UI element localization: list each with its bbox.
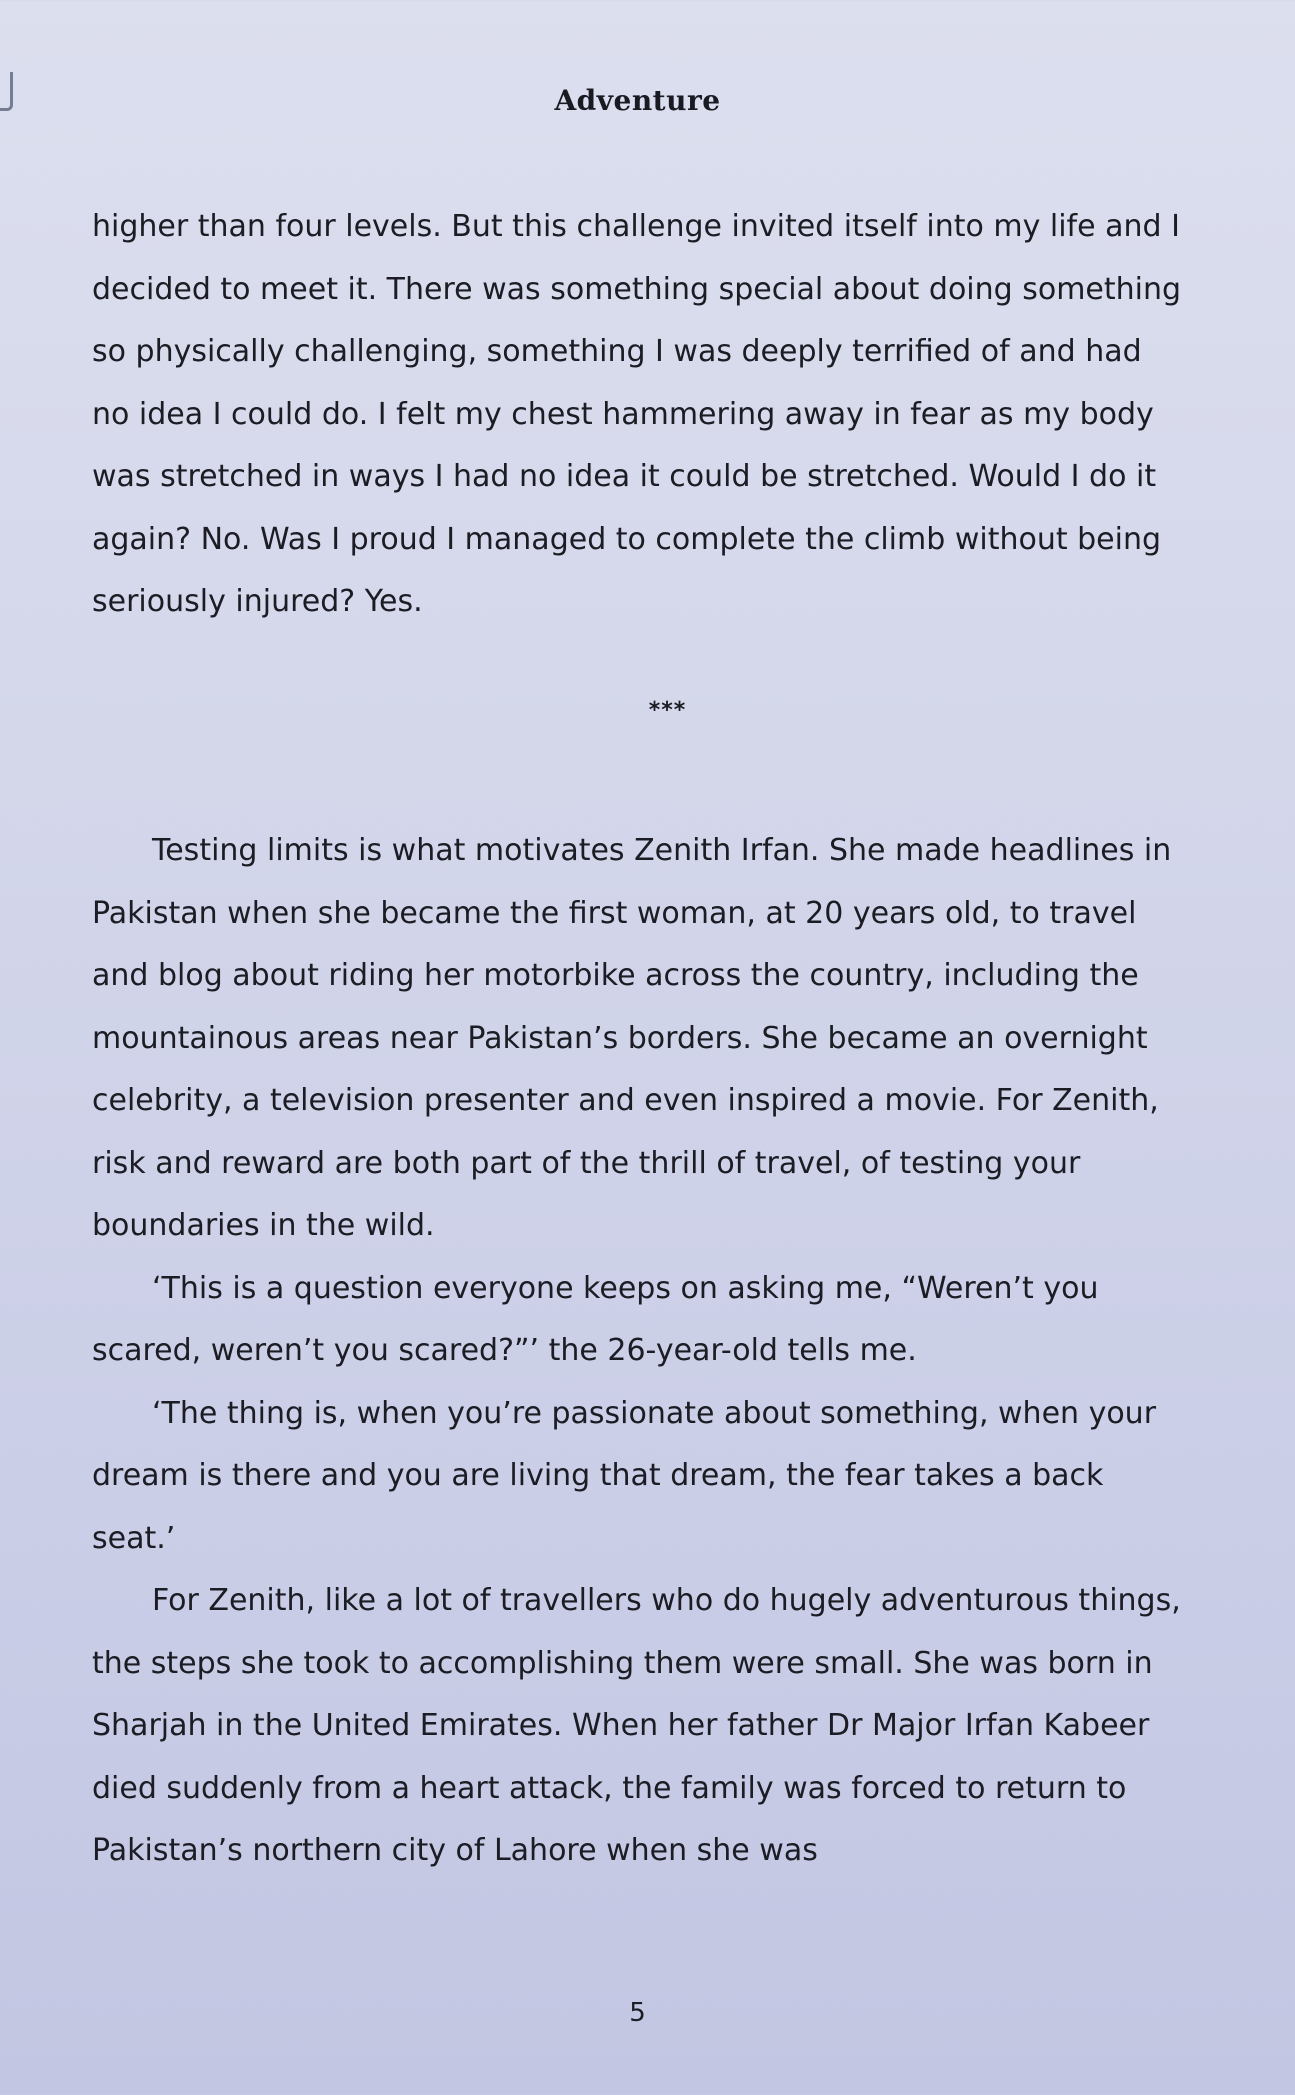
text-block-top	[92, 196, 1182, 634]
running-title: Adventure	[554, 84, 721, 117]
paragraph-continuation: higher than four levels. But this challenge invited itself into my life and I decided to meet it. There was something special about doing something so physically challenging, something I was deeply terrified of and had no idea I could do. I felt my chest hammering away in fear as my body was stretched in ways I had no idea it could be stretched. Would I do it again? No. Was I proud I managed to complete the climb without being seriously injured? Yes.	[92, 209, 1182, 619]
paragraph: ‘This is a question everyone keeps on asking me, “Weren’t you scared, weren’t you scared?”’ the 26-year-old tells me.	[92, 1270, 1099, 1368]
paragraph: ‘The thing is, when you’re passionate about something, when your dream is there and you are living that dream, the fear takes a back seat.’	[92, 1395, 1157, 1556]
paragraph: For Zenith, like a lot of travellers who do hugely adventurous things, the steps she took to accomplishing them were small. She was born in Sharjah in the United Emirates. When her father Dr Major Irfan Kabeer died suddenly from a heart attack, the family was forced to return to Pakistan’s northern city of Lahore when she was	[92, 1583, 1181, 1868]
page-number: 5	[629, 1998, 646, 2028]
paragraph: Testing limits is what motivates Zenith Irfan. She made headlines in Pakistan when she became the first woman, at 20 years old, to travel and blog about riding her motorbike across the country, including the mountainous areas near Pakistan’s borders. She became an overnight celebrity, a television presenter and even inspired a movie. For Zenith, risk and reward are both part of the thrill of travel, of testing your boundaries in the wild.	[92, 833, 1172, 1243]
section-separator: ***	[648, 698, 687, 723]
text-block-main	[92, 820, 1182, 1883]
